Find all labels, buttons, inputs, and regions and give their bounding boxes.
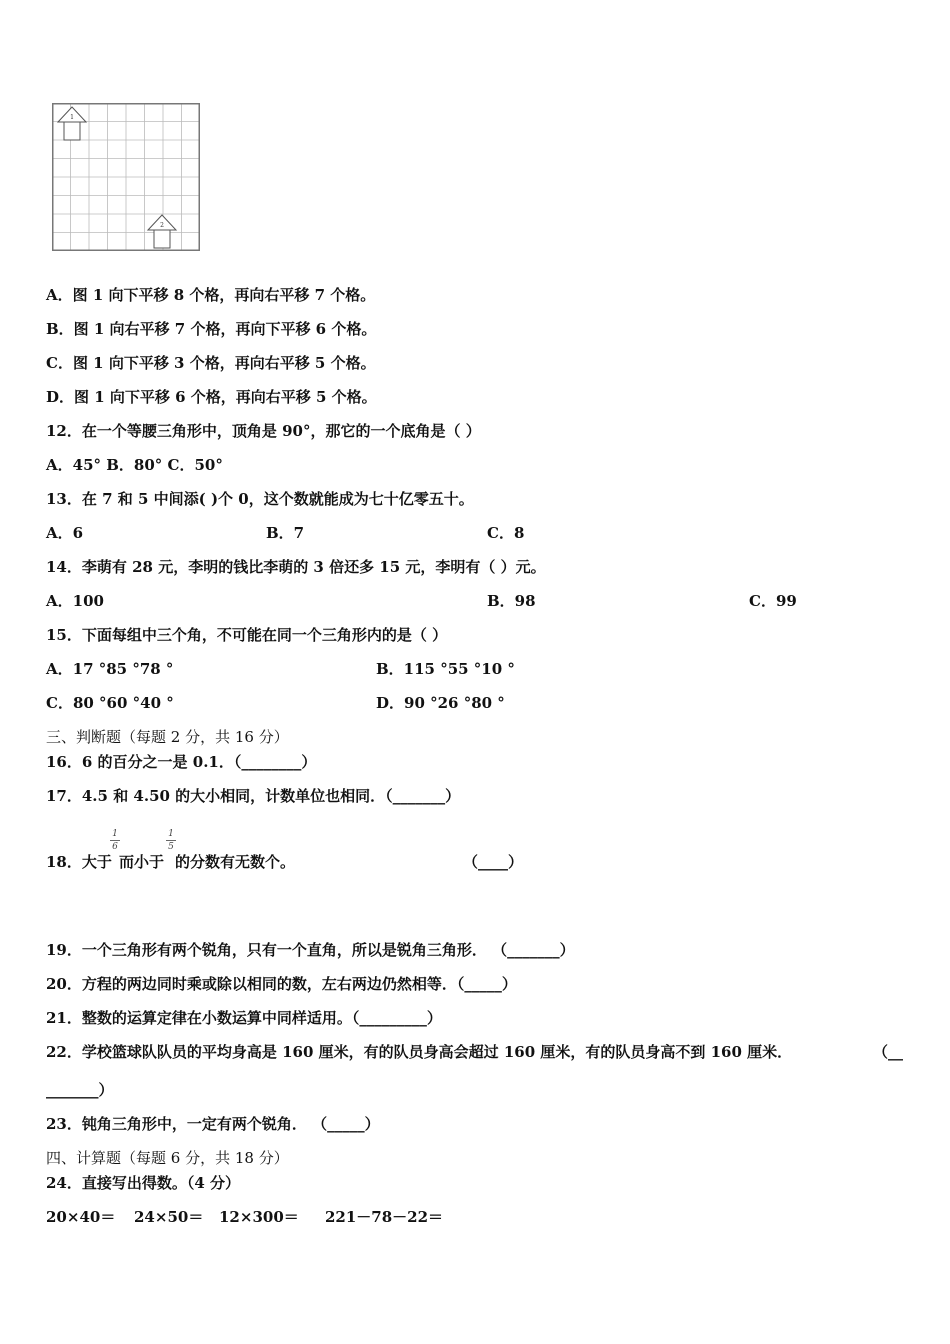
calc-item-1: 20×40＝ bbox=[46, 1208, 116, 1226]
house-1-shape bbox=[58, 107, 86, 140]
section-4-heading: 四、计算题（每题 6 分，共 18 分） bbox=[46, 1149, 289, 1167]
q22-line2: _______） bbox=[46, 1081, 114, 1099]
q14-option-b: B．98 bbox=[487, 592, 536, 610]
q22-line1: 22．学校篮球队队员的平均身高是 160 厘米，有的队员身高会超过 160 厘米，有的队员身高不到 160 厘米． bbox=[46, 1043, 793, 1061]
q14-stem: 14．李萌有 28 元，李明的钱比李萌的 3 倍还多 15 元，李明有（ ）元。 bbox=[46, 558, 546, 576]
q15-option-b: B．115 °55 °10 ° bbox=[376, 660, 515, 678]
q13-option-a: A．6 bbox=[46, 524, 84, 542]
q16: 16．6 的百分之一是 0.1．（________） bbox=[46, 753, 317, 771]
q18-fraction-1 bbox=[110, 829, 120, 852]
q11-option-a: A．图 1 向下平移 8 个格，再向右平移 7 个格。 bbox=[46, 286, 376, 304]
q11-option-b: B．图 1 向右平移 7 个格，再向下平移 6 个格。 bbox=[46, 320, 377, 338]
q20: 20．方程的两边同时乘或除以相同的数，左右两边仍然相等．（_____） bbox=[46, 975, 517, 993]
q15-stem: 15．下面每组中三个角，不可能在同一个三角形内的是（ ） bbox=[46, 626, 448, 644]
q18-blank: （____） bbox=[463, 853, 524, 871]
q18-fraction-1-num: 1 bbox=[112, 829, 118, 839]
q13-option-b: B．7 bbox=[266, 524, 305, 542]
calc-item-2: 24×50＝ bbox=[134, 1208, 204, 1226]
q11-option-c: C．图 1 向下平移 3 个格，再向右平移 5 个格。 bbox=[46, 354, 376, 372]
q18-part2: 而小于 bbox=[119, 853, 165, 871]
q19: 19．一个三角形有两个锐角，只有一个直角，所以是锐角三角形． （_______） bbox=[46, 941, 575, 959]
q18-fraction-2-num: 1 bbox=[168, 829, 174, 839]
house-2-label: 2 bbox=[160, 222, 164, 229]
q18-fraction-2 bbox=[166, 829, 176, 852]
translation-grid-figure bbox=[52, 103, 200, 251]
q13-stem: 13．在 7 和 5 中间添( )个 0，这个数就能成为七十亿零五十。 bbox=[46, 490, 474, 508]
q13-option-c: C．8 bbox=[487, 524, 525, 542]
q21: 21．整数的运算定律在小数运算中同样适用。（_________） bbox=[46, 1009, 442, 1027]
q14-option-c: C．99 bbox=[749, 592, 797, 610]
q18-fraction-1-den: 6 bbox=[112, 842, 118, 852]
q15-option-c: C．80 °60 °40 ° bbox=[46, 694, 174, 712]
q11-option-d: D．图 1 向下平移 6 个格，再向右平移 5 个格。 bbox=[46, 388, 377, 406]
calc-item-4: 221－78－22＝ bbox=[325, 1208, 444, 1226]
q15-option-a: A．17 °85 °78 ° bbox=[46, 660, 174, 678]
q23: 23．钝角三角形中，一定有两个锐角． （_____） bbox=[46, 1115, 380, 1133]
q14-option-a: A．100 bbox=[46, 592, 104, 610]
q24-stem: 24．直接写出得数。（4 分） bbox=[46, 1174, 241, 1192]
q12-options: A．45° B．80° C．50° bbox=[46, 456, 223, 474]
q22-blank-start: （__ bbox=[873, 1043, 904, 1061]
section-3-heading: 三、判断题（每题 2 分，共 16 分） bbox=[46, 728, 289, 746]
q15-option-d: D．90 °26 °80 ° bbox=[376, 694, 505, 712]
calc-item-3: 12×300＝ bbox=[219, 1208, 299, 1226]
q18-part1: 18．大于 bbox=[46, 853, 112, 871]
house-1-label: 1 bbox=[70, 114, 74, 121]
q18-part3: 的分数有无数个。 bbox=[175, 853, 296, 871]
q18-fraction-2-den: 5 bbox=[168, 842, 174, 852]
q17: 17．4.5 和 4.50 的大小相同，计数单位也相同．（_______） bbox=[46, 787, 461, 805]
q12-stem: 12．在一个等腰三角形中，顶角是 90°，那它的一个底角是（ ） bbox=[46, 422, 481, 440]
house-2-shape bbox=[148, 215, 176, 248]
